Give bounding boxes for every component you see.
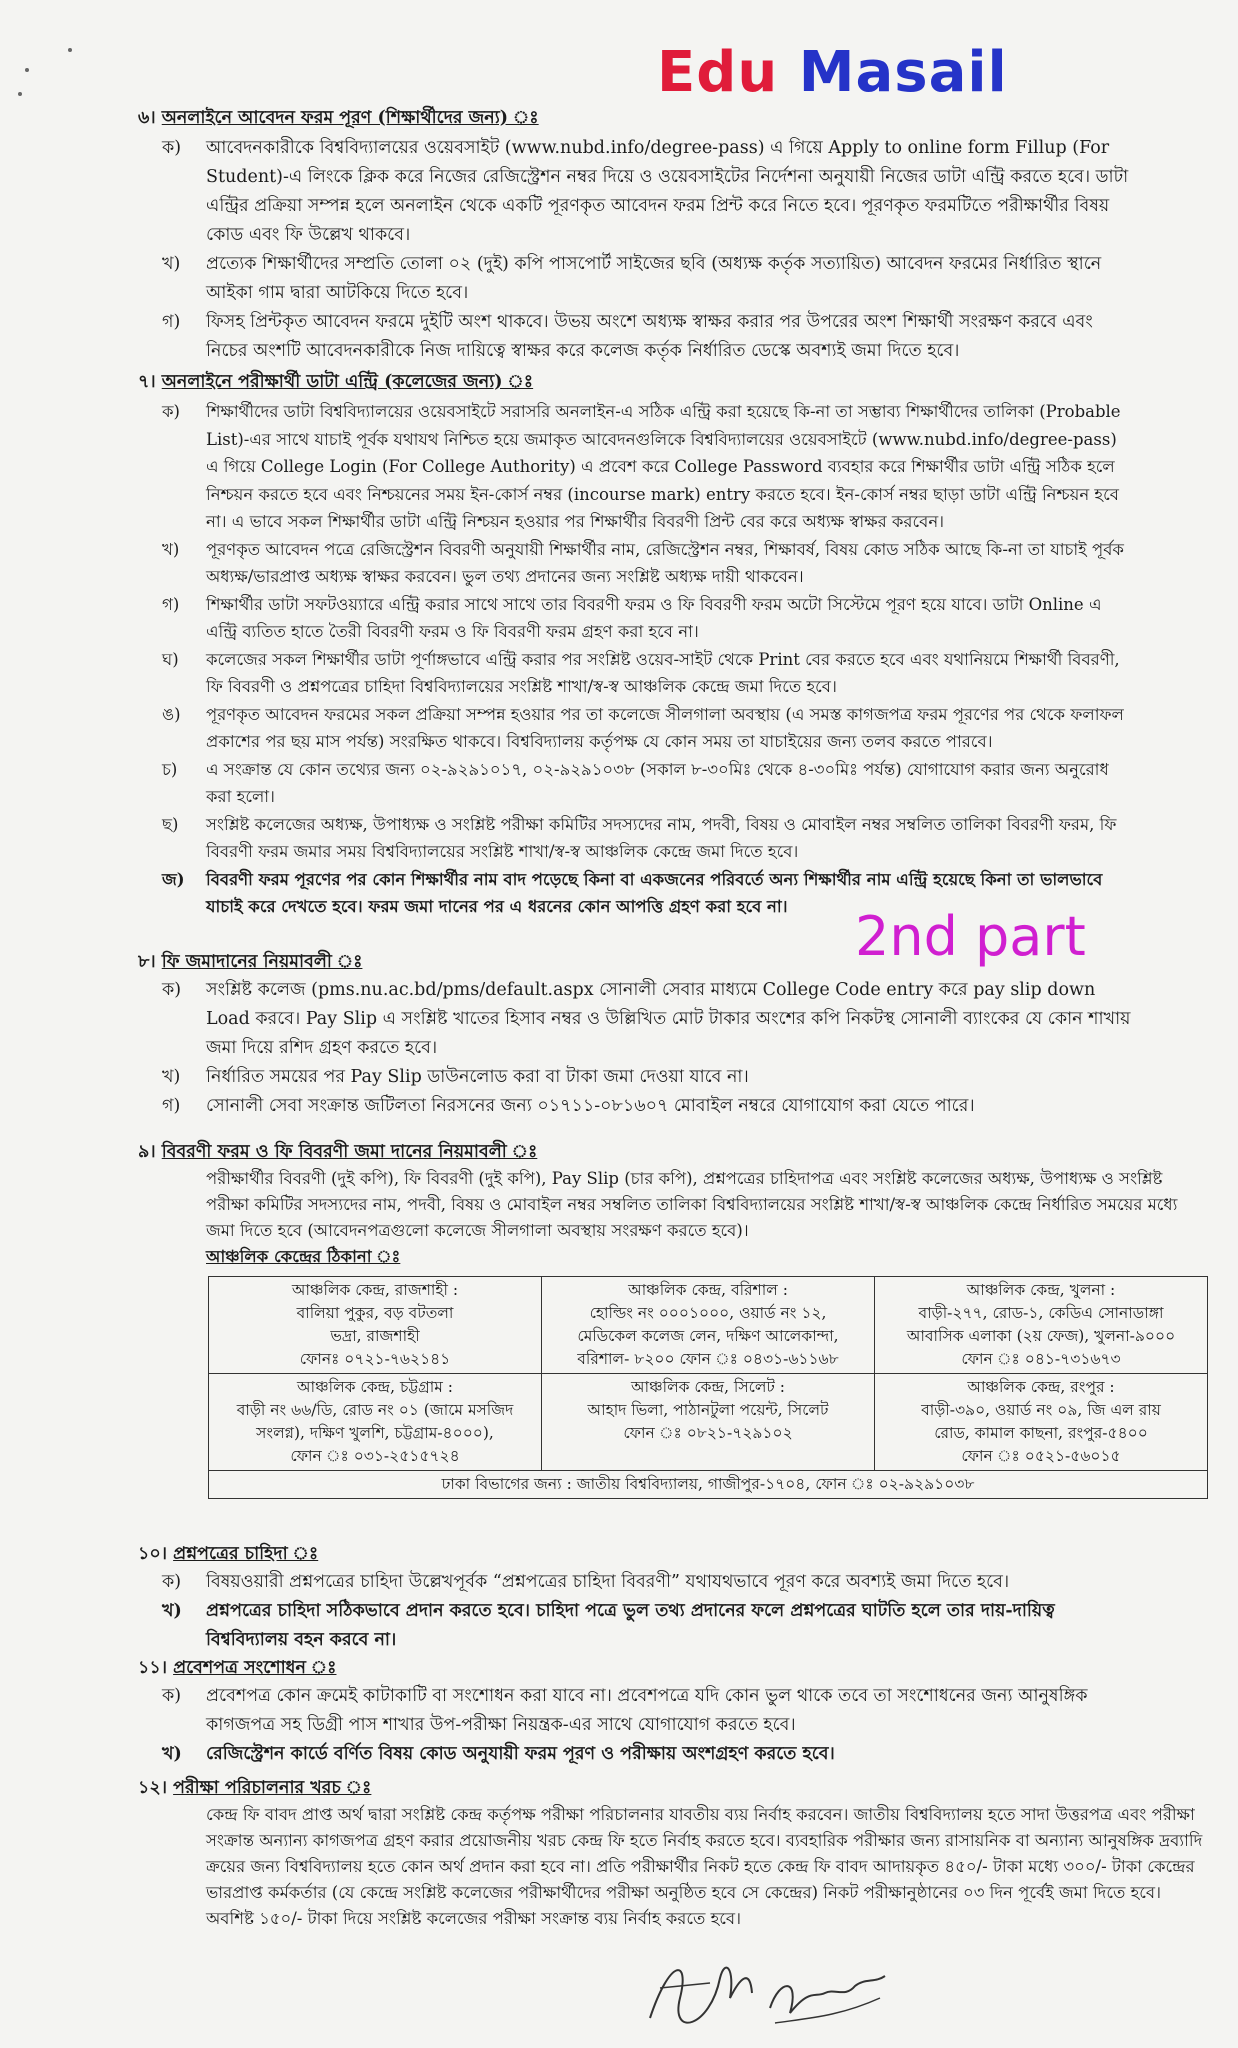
section-11-heading <box>138 1654 838 1683</box>
item-marker: চ) <box>162 759 178 779</box>
item-text: পূরণকৃত আবেদন ফরমের সকল প্রক্রিয়া সম্পন্ন হওয়ার পর তা কলেজে সীলগালা অবস্থায় (এ সমস্ত কাগজপত্র ফরম পূরণের পর থেকে ফলাফল প্রকাশের পর ছয় মাস পর্যন্ত) সংরক্ষিত থাকবে। বিশ্ববিদ্যালয় কর্তৃপক্ষ যে কোন সময় তা যাচাইয়ের জন্য তলব করতে পারবে। <box>206 704 1124 751</box>
list-item <box>162 398 1132 536</box>
signature-stroke-1 <box>650 1968 752 2023</box>
item-marker: গ) <box>162 594 180 614</box>
item-text: কলেজের সকল শিক্ষার্থীর ডাটা পূর্ণাঙ্গভাবে এন্ট্রি করার পর সংশ্লিষ্ট ওয়েব-সাইট থেকে Print বের করতে হবে এবং যথানিয়মে শিক্ষার্থী বিবরণী, ফি বিবরণী ও প্রশ্নপত্রের চাহিদা বিশ্ববিদ্যালয়ের সংশ্লিষ্ট শাখা/স্ব-স্ব আঞ্চলিক কেন্দ্রে জমা দিতে হবে। <box>206 649 1120 696</box>
section-8-heading <box>138 948 838 977</box>
table-cell <box>875 1277 1208 1374</box>
list-item <box>162 646 1132 701</box>
section-title: প্রবেশপত্র সংশোধন ঃ <box>173 1658 337 1678</box>
list-item <box>162 308 1132 366</box>
section-10-items <box>162 1568 1132 1655</box>
paragraph-text: পরীক্ষার্থীর বিবরণী (দুই কপি), ফি বিবরণী (দুই কপি), Pay Slip (চার কপি), প্রশ্নপত্রের চাহিদাপত্র এবং সংশ্লিষ্ট কলেজের অধ্যক্ষ, উপাধ্যক্ষ ও সংশ্লিষ্ট পরীক্ষা কমিটির সদস্যদের নাম, পদবী, বিষয় ও মোবাইল নম্বর সম্বলিত তালিকা বিশ্ববিদ্যালয়ের সংশ্লিষ্ট শাখা/স্ব-স্ব আঞ্চলিক কেন্দ্রে নির্ধারিত সময়ের মধ্যে জমা দিতে হবে (আবেদনপত্রগুলো কলেজে সীলগালা অবস্থায় সংরক্ষণ করতে হবে)। <box>206 1169 1178 1240</box>
section-6-items <box>162 134 1132 366</box>
part-label-watermark: 2nd part <box>855 905 1086 968</box>
cell-line: আবাসিক এলাকা (২য় ফেজ), খুলনা-৯০০০ <box>906 1327 1176 1345</box>
section-number: ৬। <box>138 108 156 128</box>
item-marker: গ) <box>162 1096 181 1116</box>
section-title: অনলাইনে পরীক্ষার্থী ডাটা এন্ট্রি (কলেজের জন্য) ঃ <box>161 372 534 392</box>
cell-line: আঞ্চলিক কেন্দ্র, বরিশাল : <box>628 1281 788 1299</box>
table-cell <box>875 1374 1208 1471</box>
item-marker: খ) <box>162 539 180 559</box>
section-12-paragraph: কেন্দ্র ফি বাবদ প্রাপ্ত অর্থ দ্বারা সংশ্লিষ্ট কেন্দ্র কর্তৃপক্ষ পরীক্ষা পরিচালনার যাবতীয় ব্যয় নির্বাহ করবেন। জাতীয় বিশ্ববিদ্যালয় হতে সাদা উত্তরপত্র এবং পরীক্ষা সংক্রান্ত অন্যান্য কাগজপত্র গ্রহণ করার প্রয়োজনীয় খরচ কেন্দ্র ফি হতে নির্বাহ করতে হবে। ব্যবহারিক পরীক্ষার জন্য রাসায়নিক বা অন্যান্য আনুষঙ্গিক দ্রব্যাদি ক্রয়ের জন্য বিশ্ববিদ্যালয় হতে কোন অর্থ প্রদান করা হবে না। প্রতি পরীক্ষার্থীর নিকট হতে কেন্দ্র ফি বাবদ আদায়কৃত ৪৫০/- টাকা মধ্যে ৩০০/- টাকা কেন্দ্রের ভারপ্রাপ্ত কর্মকর্তার (যে কেন্দ্রে সংশ্লিষ্ট কলেজের পরীক্ষার্থীদের পরীক্ষা অনুষ্ঠিত হবে সে কেন্দ্রের) নিকট পরীক্ষানুষ্ঠানের ০৩ দিন পূর্বেই জমা দিতে হবে। অবশিষ্ট ১৫০/- টাকা দিয়ে সংশ্লিষ্ট কলেজের পরীক্ষা সংক্রান্ত ব্যয় নির্বাহ করতে হবে। <box>206 1805 1203 1928</box>
list-item <box>162 756 1132 811</box>
section-8-items <box>162 976 1132 1121</box>
signature-stroke-2 <box>660 1983 710 1988</box>
item-marker: ক) <box>162 402 180 421</box>
list-item <box>162 591 1132 646</box>
item-marker: খ) <box>162 1744 182 1764</box>
section-9 <box>138 1138 1138 1167</box>
list-item <box>162 536 1132 591</box>
section-12 <box>138 1774 838 1803</box>
cell-line: হোল্ডিং নং ০০০১০০০, ওয়ার্ড নং ১২, <box>589 1304 827 1322</box>
item-marker: ছ) <box>162 814 179 834</box>
item-text: আবেদনকারীকে বিশ্ববিদ্যালয়ের ওয়েবসাইট (www.nubd.info/degree-pass) এ গিয়ে Apply to online form Fillup (For Student)-এ লিংকে ক্লিক করে নিজের রেজিস্ট্রেশন নম্বর দিয়ে ও ওয়েবসাইটের নির্দেশনা অনুযায়ী নিজের ডাটা এন্ট্রি করতে হবে। ডাটা এন্ট্রির প্রক্রিয়া সম্পন্ন হলে অনলাইন থেকে একটি পূরণকৃত আবেদন ফরম প্রিন্ট করে নিতে হবে। পূরণকৃত ফরমটিতে পরীক্ষার্থীর বিষয় কোড এবং ফি উল্লেখ থাকবে। <box>206 138 1129 245</box>
watermark-word-masail: Masail <box>798 40 1008 105</box>
section-11-items <box>162 1682 1132 1769</box>
cell-line: রোড, কামাল কাছনা, রংপুর-৫৪০০ <box>934 1424 1148 1442</box>
item-text: শিক্ষার্থীদের ডাটা বিশ্ববিদ্যালয়ের ওয়েবসাইটে সরাসরি অনলাইন-এ সঠিক এন্ট্রি করা হয়েছে কি-না তা সম্ভাব্য শিক্ষার্থীদের তালিকা (Probable List)-এর সাথে যাচাই পূর্বক যথাযথ নিশ্চিত হয়ে জমাকৃত আবেদনগুলিকে বিশ্ববিদ্যালয়ের ওয়েবসাইটে (www.nubd.info/degree-pass) এ গিয়ে College Login (For College Authority) এ প্রবেশ করে College Password ব্যবহার করে শিক্ষার্থীর ডাটা এন্ট্রি সঠিক হলে নিশ্চয়ন করতে হবে এবং নিশ্চয়নের সময় ইন-কোর্স নম্বর (incourse mark) entry করতে হবে। ইন-কোর্স নম্বর ছাড়া ডাটা এন্ট্রি নিশ্চয়ন হবে না। এ ভাবে সকল শিক্ষার্থীর ডাটা এন্ট্রি নিশ্চয়ন হওয়ার পর শিক্ষার্থীর বিবরণী প্রিন্ট বের করে অধ্যক্ষ স্বাক্ষর করবেন। <box>206 402 1121 531</box>
item-text: পূরণকৃত আবেদন পত্রে রেজিস্ট্রেশন বিবরণী অনুযায়ী শিক্ষার্থীর নাম, রেজিস্ট্রেশন নম্বর, শিক্ষাবর্ষ, বিষয় কোড সঠিক আছে কি-না তা যাচাই পূর্বক অধ্যক্ষ/ভারপ্রাপ্ত অধ্যক্ষ স্বাক্ষর করবেন। ভুল তথ্য প্রদানের জন্য সংশ্লিষ্ট অধ্যক্ষ দায়ী থাকবেন। <box>206 539 1124 586</box>
item-marker: খ) <box>162 1067 181 1087</box>
list-item <box>162 976 1132 1063</box>
table-cell <box>209 1277 542 1374</box>
section-number: ১১। <box>138 1658 167 1678</box>
section-10-heading <box>138 1540 838 1569</box>
list-item <box>162 250 1132 308</box>
section-title: প্রশ্নপত্রের চাহিদা ঃ <box>173 1544 319 1564</box>
item-marker: জ) <box>162 869 185 889</box>
scan-speck <box>18 92 22 96</box>
cell-line: আঞ্চলিক কেন্দ্র, চট্টগ্রাম : <box>297 1378 453 1396</box>
list-item <box>162 1063 1132 1092</box>
section-8 <box>138 948 838 977</box>
cell-line: বাড়ী-২৭৭, রোড-১, কেডিএ সোনাডাঙ্গা <box>918 1304 1164 1322</box>
cell-line: আহাদ ভিলা, পাঠানটুলা পয়েন্ট, সিলেট <box>587 1401 829 1419</box>
item-text: সংশ্লিষ্ট কলেজের অধ্যক্ষ, উপাধ্যক্ষ ও সংশ্লিষ্ট পরীক্ষা কমিটির সদস্যদের নাম, পদবী, বিষয় ও মোবাইল নম্বর সম্বলিত তালিকা বিবরণী ফরম, ফি বিবরণী ফরম জমার সময় বিশ্ববিদ্যালয়ের সংশ্লিষ্ট শাখা/স্ব-স্ব আঞ্চলিক কেন্দ্রে জমা দিতে হবে। <box>206 814 1117 861</box>
cell-line: সংলগ্ন), দক্ষিণ খুলশি, চট্টগ্রাম-৪০০০), <box>256 1424 494 1442</box>
list-item <box>162 1568 1132 1597</box>
section-12-heading <box>138 1774 838 1803</box>
section-11 <box>138 1654 838 1683</box>
item-marker: ঙ) <box>162 704 181 724</box>
cell-line: ফোন ঃ ০৫২১-৫৬০১৫ <box>961 1447 1121 1465</box>
item-text: প্রশ্নপত্রের চাহিদা সঠিকভাবে প্রদান করতে হবে। চাহিদা পত্রে ভুল তথ্য প্রদানের ফলে প্রশ্নপত্রের ঘাটতি হলে তার দায়-দায়িত্ব বিশ্ববিদ্যালয় বহন করবে না। <box>206 1601 1055 1650</box>
cell-line: বালিয়া পুকুর, বড় বটতলা <box>296 1304 454 1322</box>
item-marker: খ) <box>162 1601 182 1621</box>
cell-line: আঞ্চলিক কেন্দ্র, রংপুর : <box>967 1378 1115 1396</box>
section-6-heading <box>138 104 1138 133</box>
table-cell <box>542 1374 875 1471</box>
item-text: শিক্ষার্থীর ডাটা সফটওয়্যারে এন্ট্রি করার সাথে সাথে তার বিবরণী ফরম ও ফি বিবরণী ফরম অটো সিস্টেমে পূরণ হয়ে যাবে। ডাটা Online এ এন্ট্রি ব্যতিত হাতে তৈরী বিবরণী ফরম ও ফি বিবরণী ফরম গ্রহণ করা হবে না। <box>206 594 1102 641</box>
section-number: ১০। <box>138 1544 167 1564</box>
regional-centre-address-table <box>208 1276 1208 1499</box>
list-item <box>162 1092 1132 1121</box>
section-number: ১২। <box>138 1778 167 1798</box>
item-marker: ক) <box>162 1686 182 1706</box>
table-cell <box>209 1374 542 1471</box>
cell-line: আঞ্চলিক কেন্দ্র, রাজশাহী : <box>291 1281 459 1299</box>
item-text: রেজিস্ট্রেশন কার্ডে বর্ণিত বিষয় কোড অনুযায়ী ফরম পূরণ ও পরীক্ষায় অংশগ্রহণ করতে হবে। <box>206 1744 835 1764</box>
table-footer-cell: ঢাকা বিভাগের জন্য : জাতীয় বিশ্ববিদ্যালয়, গাজীপুর-১৭০৪, ফোন ঃ ০২-৯২৯১০৩৮ <box>209 1471 1208 1499</box>
section-number: ৯। <box>138 1142 156 1162</box>
list-item <box>162 1740 1132 1769</box>
signature-stroke-3 <box>770 1976 885 2013</box>
table-row <box>209 1374 1208 1471</box>
table-row <box>209 1277 1208 1374</box>
watermark-word-edu: Edu <box>657 40 779 105</box>
item-text: সোনালী সেবা সংক্রান্ত জটিলতা নিরসনের জন্য ০১৭১১-০৮১৬০৭ মোবাইল নম্বরে যোগাযোগ করা যেতে পারে। <box>206 1096 975 1116</box>
item-text: নির্ধারিত সময়ের পর Pay Slip ডাউনলোড করা বা টাকা জমা দেওয়া যাবে না। <box>206 1067 749 1087</box>
section-7 <box>138 368 1138 397</box>
list-item <box>162 701 1132 756</box>
item-marker: গ) <box>162 312 181 332</box>
scan-speck <box>25 68 29 72</box>
cell-line: ফোন ঃ ০৩১-২৫১৫৭২৪ <box>290 1447 460 1465</box>
section-9-heading <box>138 1138 1138 1167</box>
cell-line: বাড়ী-৩৯০, ওয়ার্ড নং ০৯, জি এল রায় <box>921 1401 1161 1419</box>
section-title: বিবরণী ফরম ও ফি বিবরণী জমা দানের নিয়মাবলী ঃ <box>161 1142 538 1162</box>
section-title: ফি জমাদানের নিয়মাবলী ঃ <box>161 952 363 972</box>
item-text: এ সংক্রান্ত যে কোন তথ্যের জন্য ০২-৯২৯১০১৭, ০২-৯২৯১০৩৮ (সকাল ৮-৩০মিঃ থেকে ৪-৩০মিঃ পর্যন্ত) যোগাযোগ করার জন্য অনুরোধ করা হলো। <box>206 759 1109 806</box>
list-item <box>162 134 1132 250</box>
section-10 <box>138 1540 838 1569</box>
cell-line: ফোন ঃ ০৮২১-৭২৯১০২ <box>623 1424 793 1442</box>
cell-line: আঞ্চলিক কেন্দ্র, খুলনা : <box>966 1281 1116 1299</box>
item-text: প্রত্যেক শিক্ষার্থীদের সম্প্রতি তোলা ০২ (দুই) কপি পাসপোর্ট সাইজের ছবি (অধ্যক্ষ কর্তৃক সত্যায়িত) আবেদন ফরমের নির্ধারিত স্থানে আইকা গাম দ্বারা আটকিয়ে দিতে হবে। <box>206 254 1102 303</box>
cell-line: বাড়ী নং ৬৬/ডি, রোড নং ০১ (জামে মসজিদ <box>236 1401 514 1419</box>
list-item <box>162 811 1132 866</box>
section-number: ৭। <box>138 372 156 392</box>
section-title: অনলাইনে আবেদন ফরম পূরণ (শিক্ষার্থীদের জন্য) ঃ <box>161 108 539 128</box>
edu-masail-watermark <box>657 40 1008 105</box>
list-item <box>162 1682 1132 1740</box>
list-item <box>162 1597 1132 1655</box>
section-number: ৮। <box>138 952 156 972</box>
cell-line: ভদ্রা, রাজশাহী <box>330 1327 420 1345</box>
section-title: পরীক্ষা পরিচালনার খরচ ঃ <box>173 1778 372 1798</box>
cell-line: বরিশাল- ৮২০০ ফোন ঃ ০৪৩১-৬১১৬৮ <box>577 1350 839 1368</box>
section-7-heading <box>138 368 1138 397</box>
cell-line: ফোনঃ ০৭২১-৭৬২১৪১ <box>299 1350 451 1368</box>
cell-line: ফোন ঃ ০৪১-৭৩১৬৭৩ <box>961 1350 1121 1368</box>
item-marker: খ) <box>162 254 181 274</box>
scan-speck <box>68 48 72 52</box>
section-9-paragraph <box>206 1166 1206 1270</box>
section-7-items <box>162 398 1132 921</box>
item-marker: ক) <box>162 1572 182 1592</box>
handwritten-signatures <box>640 1938 890 2038</box>
item-text: বিষয়ওয়ারী প্রশ্নপত্রের চাহিদা উল্লেখপূর্বক “প্রশ্নপত্রের চাহিদা বিবরণী” যথাযথভাবে পূরণ করে অবশ্যই জমা দিতে হবে। <box>206 1572 1010 1592</box>
item-marker: ক) <box>162 138 182 158</box>
item-marker: ক) <box>162 980 182 1000</box>
cell-line: আঞ্চলিক কেন্দ্র, সিলেট : <box>631 1378 785 1396</box>
item-text: সংশ্লিষ্ট কলেজ (pms.nu.ac.bd/pms/default.aspx সোনালী সেবার মাধ্যমে College Code entry করে pay slip down Load করবে। Pay Slip এ সংশ্লিষ্ট খাতের হিসাব নম্বর ও উল্লিখিত মোট টাকার অংশের কপি নিকটস্থ সোনালী ব্যাংকের যে কোন শাখায় জমা দিয়ে রশিদ গ্রহণ করতে হবে। <box>206 980 1131 1058</box>
item-marker: ঘ) <box>162 649 179 669</box>
table-cell <box>542 1277 875 1374</box>
item-text: প্রবেশপত্র কোন ক্রমেই কাটাকাটি বা সংশোধন করা যাবে না। প্রবেশপত্রে যদি কোন ভুল থাকে তবে তা সংশোধনের জন্য আনুষঙ্গিক কাগজপত্র সহ ডিগ্রী পাস শাখার উপ-পরীক্ষা নিয়ন্ত্রক-এর সাথে যোগাযোগ করতে হবে। <box>206 1686 1088 1735</box>
cell-line: মেডিকেল কলেজ লেন, দক্ষিণ আলেকান্দা, <box>577 1327 839 1345</box>
item-text: ফিসহ প্রিন্টকৃত আবেদন ফরমে দুইটি অংশ থাকবে। উভয় অংশে অধ্যক্ষ স্বাক্ষর করার পর উপরের অংশ শিক্ষার্থী সংরক্ষণ করবে এবং নিচের অংশটি আবেদনকারীকে নিজ দায়িত্বে স্বাক্ষর করে কলেজ কর্তৃক নির্ধারিত ডেস্কে অবশ্যই জমা দিতে হবে। <box>206 312 1093 361</box>
table-row <box>209 1471 1208 1499</box>
address-heading: আঞ্চলিক কেন্দ্রের ঠিকানা ঃ <box>206 1247 401 1266</box>
section-6 <box>138 104 1138 133</box>
item-text: বিবরণী ফরম পূরণের পর কোন শিক্ষার্থীর নাম বাদ পড়েছে কিনা বা একজনের পরিবর্তে অন্য শিক্ষার্থীর নাম এন্ট্রি হয়েছে কিনা তা ভালভাবে যাচাই করে দেখতে হবে। ফরম জমা দানের পর এ ধরনের কোন আপত্তি গ্রহণ করা হবে না। <box>206 869 1103 916</box>
